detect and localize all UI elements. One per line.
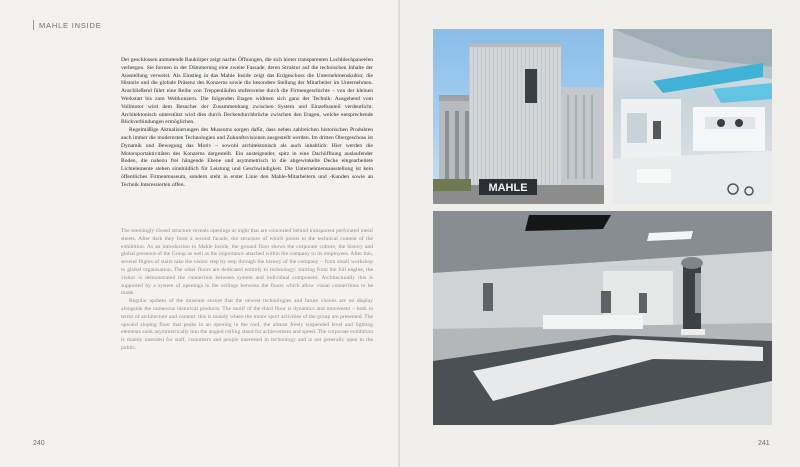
english-text-block [121,228,373,353]
mahle-sign-text: MAHLE [488,182,528,194]
exhibition-interior-photo [613,29,772,204]
running-head [33,20,102,30]
german-paragraph-1: Der geschlossen anmutende Baukörper zeigt nachts Öffnungen, die sich hinter transparenten Lochblechpaneelen verbergen. Sie formen in der Dämmerung eine zweite Fassade, deren Struktur auf die technischen Inhalte der Ausstellung verweist. Als Einstieg in das Mahle Inside zeigt das Erdgeschoss die Unternehmenskultur, die Historie und die globale Präsenz des Konzerns sowie die besondere Stellung der Mitarbeiter im Unternehmen. Anschließend führt eine Reihe von Treppenläufen stufenweise durch die Firmengeschichte – von der kleinen Werkstatt bis zum Weltkonzern. Die folgenden Etagen widmen sich ganz der Technik: Ausgehend vom Vollmotor wird dem Besucher der Zusammenhang zwischen System und Einzelbauteil verdeutlicht. Architektonisch unterstützt wird dies durch Deckendurchbrüche zwischen den Etagen, welche entsprechende Blickverbindungen ermöglichen. [121,57,373,126]
german-text-block [121,57,373,190]
running-head-bar [33,20,34,30]
exhibition-hall-illustration [433,211,772,425]
exhibition-hall-photo [433,211,772,425]
english-paragraph-1: The seemingly closed structure reveals openings at night that are concealed behind transparent perforated metal sheets. After dark they form a second facade, the structure of which points to the technical content of the exhibition. As an introduction to Mahle Inside, the ground floor shows the corporate culture, the history and global presence of the Group as well as the importance attached within the company to its employees. After this, several flights of stairs take the visitor step by step through the history of the company – from small workshop to global organisation. The other floors are dedicated entirely to technology: starting from the full engine, the visitor is demonstrated the connection between system and individual component. Architecturally this is supported by a system of openings in the ceilings between the floors which allow visual connections to be made. [121,228,373,297]
page-number-right: 241 [758,440,770,447]
exhibition-interior-illustration [613,29,772,204]
building-exterior-illustration [433,29,604,204]
english-paragraph-2: Regular updates of the museum ensure that the newest technologies and future visions are on display alongside the numerous historical products. The motif of the third floor is dynamics and movement – both in terms of architecture and content: this is mainly where the motor sport activities of the group are presented. The upward sloping floor that peaks in an opening in the roof, the almost freely suspended level and lighting elements sunk asymmetrically into the angled ceiling stand for achievement and speed. The corporate exhibition is mainly intended for staff, customers and people interested in technology and is not generally open to the public. [121,298,373,351]
page-number-left: 240 [33,440,45,447]
running-head-title: MAHLE INSIDE [39,20,102,30]
german-paragraph-2: Regelmäßige Aktualisierungen des Museums sorgen dafür, dass neben zahlreichen historischen Produkten auch immer die modernsten Technologien und Zukunftsvisionen ausgestellt werden. Im dritten Obergeschoss ist Dynamik und Bewegung das Motiv – sowohl architektonisch als auch inhaltlich: Hier werden die Motorsportaktivitäten des Konzerns dargestellt. Ein ansteigender, spitz in eine Dachöffnung auslaufender Boden, die nahezu frei hängende Ebene und asymmetrisch in die abgewinkelte Decke eingearbeitete Lichtelemente stehen sinnbildlich für Leistung und Geschwindigkeit. Die Unternehmensausstellung ist kein öffentliches Firmenmuseum, sondern steht in erster Linie den Mahle-Mitarbeitern und -Kunden sowie an Technik Interessierten offen. [121,127,373,188]
building-exterior-photo [433,29,604,204]
